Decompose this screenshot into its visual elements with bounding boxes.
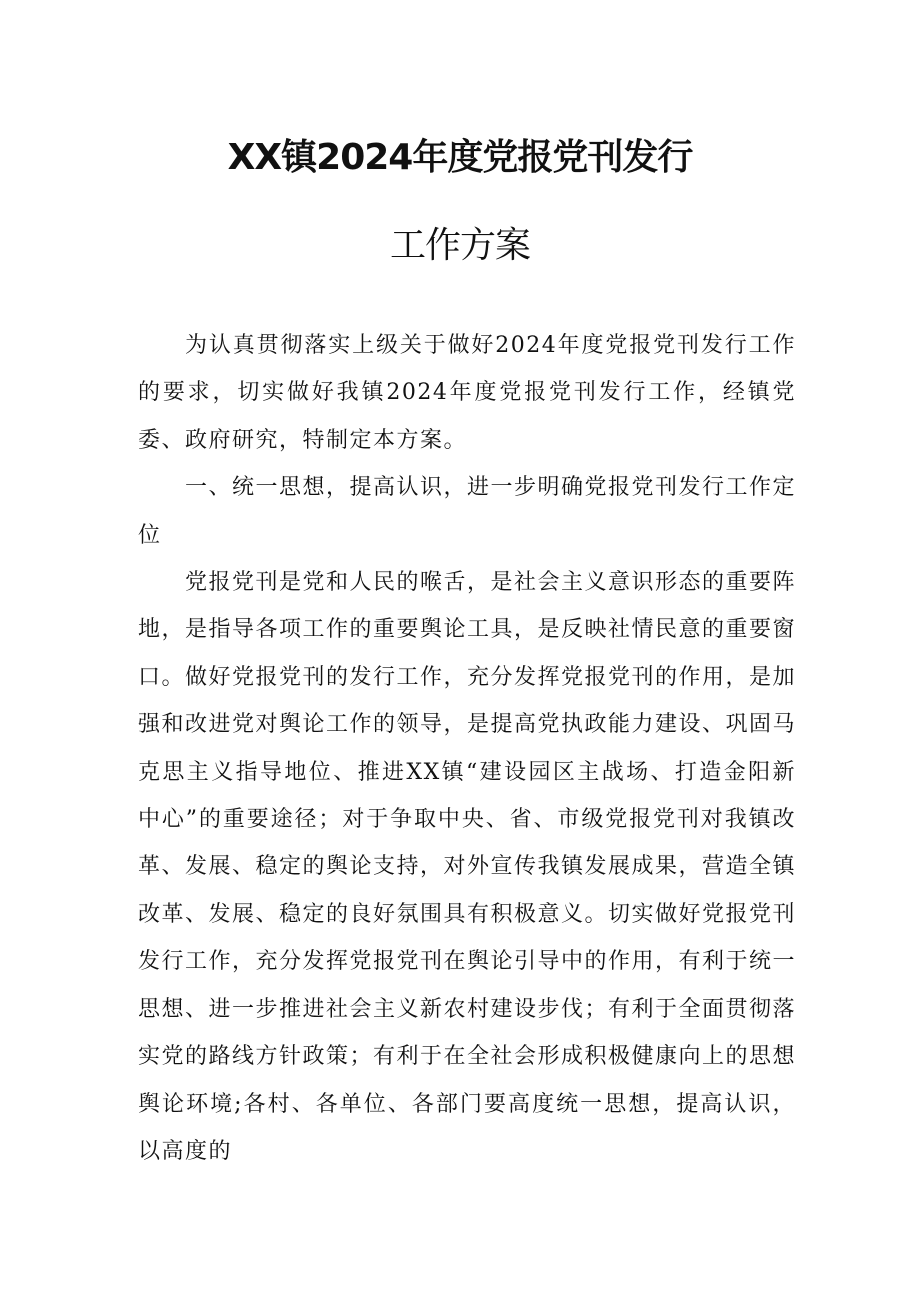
document-body: [138, 322, 796, 1175]
section-heading-1: 一、统一思想，提高认识，进一步明确党报党刊发行工作定位: [138, 475, 797, 548]
document-title-line-2: 工作方案: [389, 225, 530, 266]
paragraph-intro: 为认真贯彻落实上级关于做好2024年度党报党刊发行工作的要求，切实做好我镇2024年度党报党刊发行工作，经镇党委、政府研究，特制定本方案。: [138, 333, 796, 453]
document-title-line-1: XX镇2024年度党报党刊发行: [227, 137, 693, 178]
paragraph-section-1-body: 党报党刊是党和人民的喉舌，是社会主义意识形态的重要阵地，是指导各项工作的重要舆论工具，是反映社情民意的重要窗口。做好党报党刊的发行工作，充分发挥党报党刊的作用，是加强和改进党对舆论工作的领导，是提高党执政能力建设、巩固马克思主义指导地位、推进XX镇“建设园区主战场、打造金阳新中心”的重要途径；对于争取中央、省、市级党报党刊对我镇改革、发展、稳定的舆论支持，对外宣传我镇发展成果，营造全镇改革、发展、稳定的良好氛围具有积极意义。切实做好党报党刊发行工作，充分发挥党报党刊在舆论引导中的作用，有利于统一思想、进一步推进社会主义新农村建设步伐；有利于全面贯彻落实党的路线方针政策；有利于在全社会形成积极健康向上的思想舆论环境;各村、各单位、各部门要高度统一思想，提高认识，以高度的: [138, 570, 797, 1164]
